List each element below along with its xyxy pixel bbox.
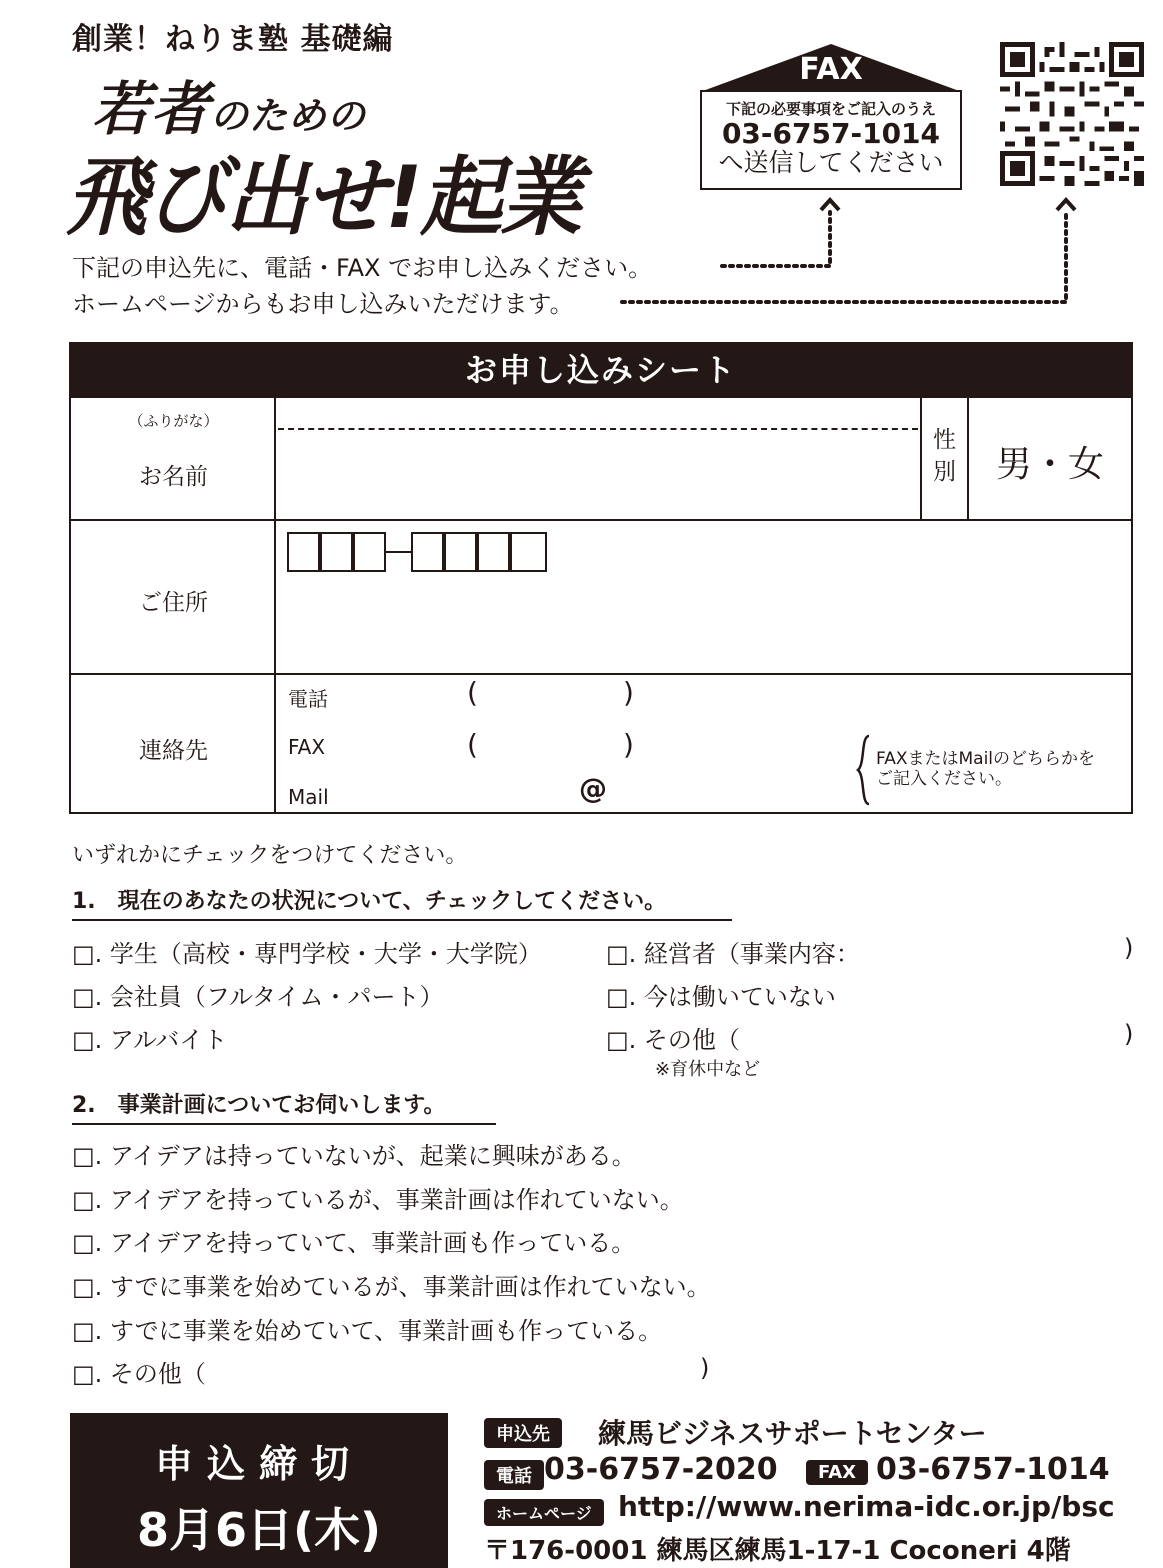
zip-box[interactable] — [411, 532, 444, 572]
fax-tag: FAX — [806, 1460, 868, 1485]
fax-field-label: FAX — [288, 735, 326, 759]
dotted-arrow-up-icon — [600, 190, 1100, 310]
footer-address: 〒176-0001 練馬区練馬1-17-1 Coconeri 4階 — [484, 1536, 1071, 1566]
zip-box[interactable] — [320, 532, 353, 572]
deadline-box — [70, 1413, 448, 1568]
check-not-working[interactable]: □. 今は働いていない — [606, 983, 836, 1011]
zip-box[interactable] — [353, 532, 386, 572]
fax-close-paren: ) — [623, 728, 634, 761]
address-label: ご住所 — [139, 590, 208, 616]
check-employee[interactable]: □. 会社員（フルタイム・パート） — [72, 983, 444, 1011]
gender-label: 性 別 — [933, 427, 956, 485]
check-student[interactable]: □. 学生（高校・専門学校・大学・大学院） — [72, 940, 542, 968]
phone-close-paren: ) — [623, 676, 634, 709]
fax-input[interactable] — [340, 731, 840, 765]
title-part-b: のための — [210, 94, 367, 138]
check-instruction: いずれかにチェックをつけてください。 — [72, 843, 468, 868]
deadline-label: 申込締切 — [154, 1442, 363, 1486]
zip-box[interactable] — [510, 532, 547, 572]
footer-fax: 03-6757-1014 — [876, 1452, 1110, 1487]
contact-label: 連絡先 — [139, 738, 208, 764]
contact-note: FAXまたはMailのどちらかを ご記入ください。 — [876, 749, 1096, 789]
phone-open-paren: ( — [467, 676, 478, 709]
footer-url[interactable]: http://www.nerima-idc.or.jp/bsc — [618, 1490, 1115, 1523]
other-1-close-paren: ) — [1124, 1020, 1134, 1048]
fax-label: FAX — [799, 52, 863, 87]
name-input[interactable] — [278, 432, 918, 518]
other-1-note: ※育休中など — [655, 1059, 761, 1080]
section-1-heading: 1. 現在のあなたの状況について、チェックしてください。 — [72, 884, 732, 921]
form-divider — [69, 673, 1133, 675]
series-label: 創業！ねりま塾 基礎編 — [72, 22, 394, 57]
fax-instruction-box — [700, 90, 962, 190]
check-plan-other[interactable]: □. その他（ — [72, 1360, 206, 1388]
check-plan-3[interactable]: □. アイデアを持っていて、事業計画も作っている。 — [72, 1229, 636, 1257]
intro-line-2: ホームページからもお申し込みいただけます。 — [72, 290, 574, 318]
mail-input[interactable] — [340, 778, 840, 810]
manager-close-paren: ) — [1124, 934, 1134, 962]
zip-box[interactable] — [287, 532, 320, 572]
brace-icon — [855, 734, 873, 806]
deadline-date: 8月6日(木) — [136, 1503, 382, 1557]
form-divider — [69, 519, 1133, 521]
check-parttime[interactable]: □. アルバイト — [72, 1026, 228, 1054]
zip-dash — [386, 551, 412, 553]
form-title: お申し込みシート — [69, 342, 1133, 398]
fax-open-paren: ( — [467, 728, 478, 761]
section-2-heading: 2. 事業計画についてお伺いします。 — [72, 1088, 496, 1125]
qr-code-icon[interactable] — [1000, 42, 1144, 186]
furigana-label: （ふりがな） — [128, 412, 219, 430]
mail-label: Mail — [288, 785, 329, 809]
footer-phone: 03-6757-2020 — [544, 1452, 778, 1487]
check-plan-4[interactable]: □. すでに事業を始めているが、事業計画は作れていない。 — [72, 1273, 711, 1301]
check-plan-1[interactable]: □. アイデアは持っていないが、起業に興味がある。 — [72, 1142, 636, 1170]
zip-box[interactable] — [444, 532, 477, 572]
apply-tag: 申込先 — [484, 1418, 562, 1448]
address-input[interactable] — [278, 580, 1130, 670]
phone-tag: 電話 — [484, 1460, 544, 1490]
plan-other-close-paren: ) — [700, 1354, 710, 1382]
gender-options[interactable]: 男・女 — [995, 444, 1104, 485]
intro-line-1: 下記の申込先に、電話・FAX でお申し込みください。 — [72, 254, 653, 282]
zip-box[interactable] — [477, 532, 510, 572]
check-manager[interactable]: □. 経営者（事業内容： — [606, 940, 860, 968]
mail-at: @ — [579, 772, 607, 805]
check-plan-5[interactable]: □. すでに事業を始めていて、事業計画も作っている。 — [72, 1317, 663, 1345]
check-other-1[interactable]: □. その他（ — [606, 1026, 740, 1054]
furigana-line — [278, 428, 918, 430]
org-name: 練馬ビジネスサポートセンター — [598, 1417, 987, 1450]
phone-label: 電話 — [288, 687, 328, 711]
check-plan-2[interactable]: □. アイデアを持っているが、事業計画は作れていない。 — [72, 1186, 684, 1214]
main-title: 飛び出せ!起業 — [66, 148, 581, 248]
fax-line-3: へ送信してください — [718, 148, 944, 177]
homepage-tag: ホームページ — [484, 1499, 604, 1526]
name-label: お名前 — [139, 464, 208, 490]
title-part-a: 若者 — [92, 75, 211, 143]
fax-line-1: 下記の必要事項をご記入のうえ — [725, 100, 936, 118]
fax-number: 03-6757-1014 — [721, 117, 941, 150]
phone-input[interactable] — [340, 680, 840, 714]
